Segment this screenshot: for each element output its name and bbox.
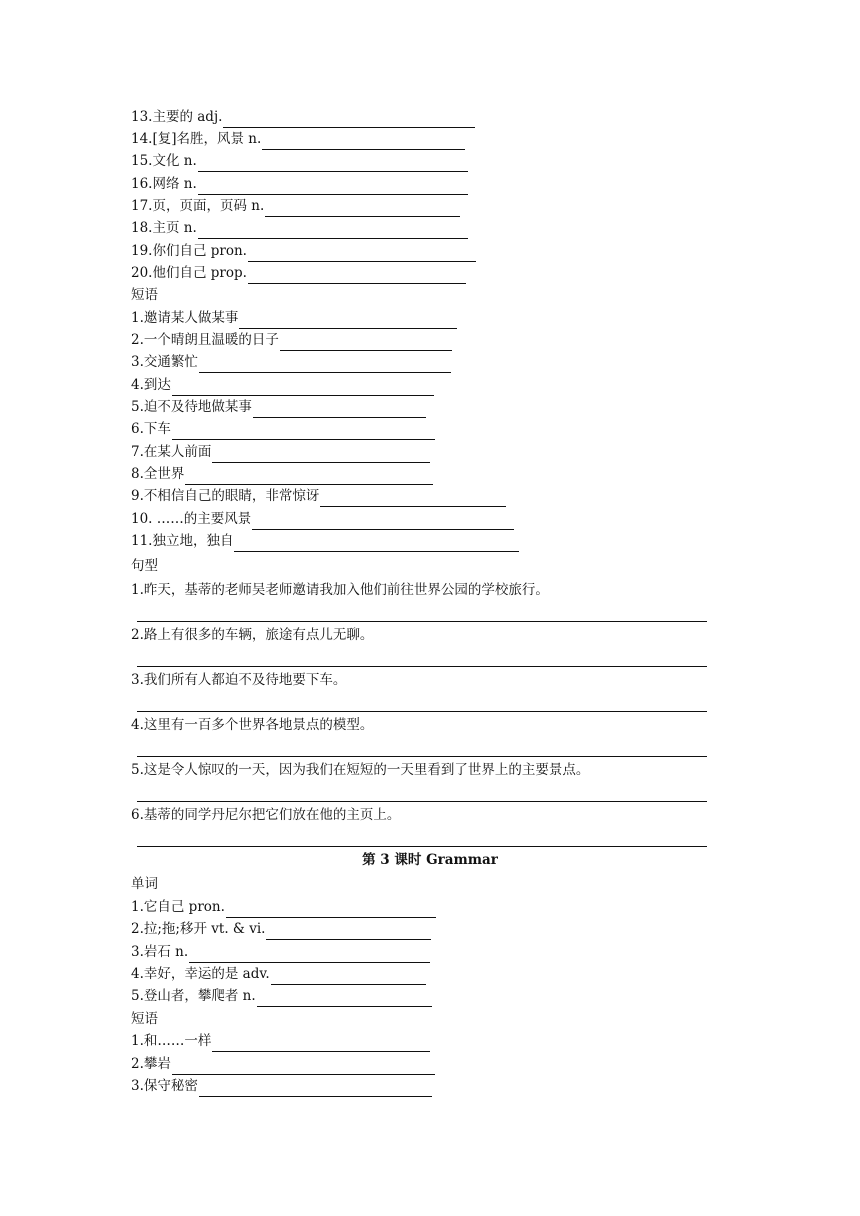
phrase-item: 8.全世界: [131, 463, 433, 485]
phrase-item: 3.保守秘密: [131, 1075, 432, 1097]
sentence-prompt: 1.昨天，基蒂的老师吴老师邀请我加入他们前往世界公园的学校旅行。: [131, 582, 549, 598]
word-item: 17.页，页面，页码 n.: [131, 195, 460, 217]
sentence-answer-line[interactable]: [137, 846, 707, 847]
answer-blank[interactable]: [253, 401, 426, 418]
word-item: 5.登山者，攀爬者 n.: [131, 985, 432, 1007]
answer-blank[interactable]: [198, 178, 468, 195]
section-title: 第 3 课时 Grammar: [362, 852, 498, 868]
phrase-item: 1.邀请某人做某事: [131, 307, 457, 329]
phrase-item: 1.和……一样: [131, 1030, 430, 1052]
answer-blank[interactable]: [172, 1058, 435, 1075]
answer-blank[interactable]: [257, 990, 432, 1007]
sentence-prompt: 6.基蒂的同学丹尼尔把它们放在他的主页上。: [131, 807, 401, 823]
word-item: 3.岩石 n.: [131, 941, 430, 963]
phrase-item: 6.下车: [131, 418, 435, 440]
word-item: 19.你们自己 pron.: [131, 240, 476, 262]
sentence-answer-line[interactable]: [137, 756, 707, 757]
phrase-item: 7.在某人前面: [131, 441, 430, 463]
sentence-prompt: 3.我们所有人都迫不及待地要下车。: [131, 672, 347, 688]
word-item: 20.他们自己 prop.: [131, 262, 466, 284]
sentence-prompt: 4.这里有一百多个世界各地景点的模型。: [131, 717, 374, 733]
answer-blank[interactable]: [198, 222, 468, 239]
answer-blank[interactable]: [234, 535, 519, 552]
answer-blank[interactable]: [252, 513, 514, 530]
word-item: 13.主要的 adj.: [131, 106, 475, 128]
answer-blank[interactable]: [248, 245, 476, 262]
word-item: 1.它自己 pron.: [131, 896, 436, 918]
word-item: 2.拉;拖;移开 vt. & vi.: [131, 918, 431, 940]
answer-blank[interactable]: [198, 155, 468, 172]
answer-blank[interactable]: [172, 423, 435, 440]
words-heading: 单词: [131, 876, 158, 892]
phrases-heading: 短语: [131, 287, 158, 303]
phrase-item: 10. ……的主要风景: [131, 508, 514, 530]
sentence-answer-line[interactable]: [137, 711, 707, 712]
answer-blank[interactable]: [199, 1080, 432, 1097]
answer-blank[interactable]: [262, 133, 465, 150]
phrase-item: 2.攀岩: [131, 1053, 435, 1075]
word-item: 15.文化 n.: [131, 150, 468, 172]
answer-blank[interactable]: [199, 356, 451, 373]
answer-blank[interactable]: [266, 923, 431, 940]
answer-blank[interactable]: [320, 490, 506, 507]
answer-blank[interactable]: [172, 379, 434, 396]
word-item: 18.主页 n.: [131, 217, 468, 239]
answer-blank[interactable]: [212, 1035, 430, 1052]
phrase-item: 2.一个晴朗且温暖的日子: [131, 329, 452, 351]
answer-blank[interactable]: [248, 267, 466, 284]
sentence-prompt: 2.路上有很多的车辆，旅途有点儿无聊。: [131, 627, 374, 643]
sentence-prompt: 5.这是令人惊叹的一天，因为我们在短短的一天里看到了世界上的主要景点。: [131, 762, 590, 778]
answer-blank[interactable]: [271, 968, 426, 985]
answer-blank[interactable]: [239, 312, 457, 329]
phrase-item: 9.不相信自己的眼睛，非常惊讶: [131, 485, 506, 507]
phrase-item: 5.迫不及待地做某事: [131, 396, 426, 418]
word-item: 4.幸好，幸运的是 adv.: [131, 963, 426, 985]
word-item: 14.[复]名胜，风景 n.: [131, 128, 465, 150]
answer-blank[interactable]: [223, 111, 475, 128]
sentence-answer-line[interactable]: [137, 621, 707, 622]
phrase-item: 11.独立地，独自: [131, 530, 519, 552]
sentences-heading: 句型: [131, 558, 158, 574]
phrase-item: 4.到达: [131, 374, 434, 396]
sentence-answer-line[interactable]: [137, 666, 707, 667]
answer-blank[interactable]: [280, 334, 452, 351]
answer-blank[interactable]: [212, 446, 430, 463]
answer-blank[interactable]: [189, 946, 430, 963]
word-item: 16.网络 n.: [131, 173, 468, 195]
sentence-answer-line[interactable]: [137, 801, 707, 802]
answer-blank[interactable]: [226, 901, 436, 918]
phrase-item: 3.交通繁忙: [131, 351, 451, 373]
phrases-heading: 短语: [131, 1011, 158, 1027]
answer-blank[interactable]: [185, 468, 433, 485]
answer-blank[interactable]: [265, 200, 460, 217]
